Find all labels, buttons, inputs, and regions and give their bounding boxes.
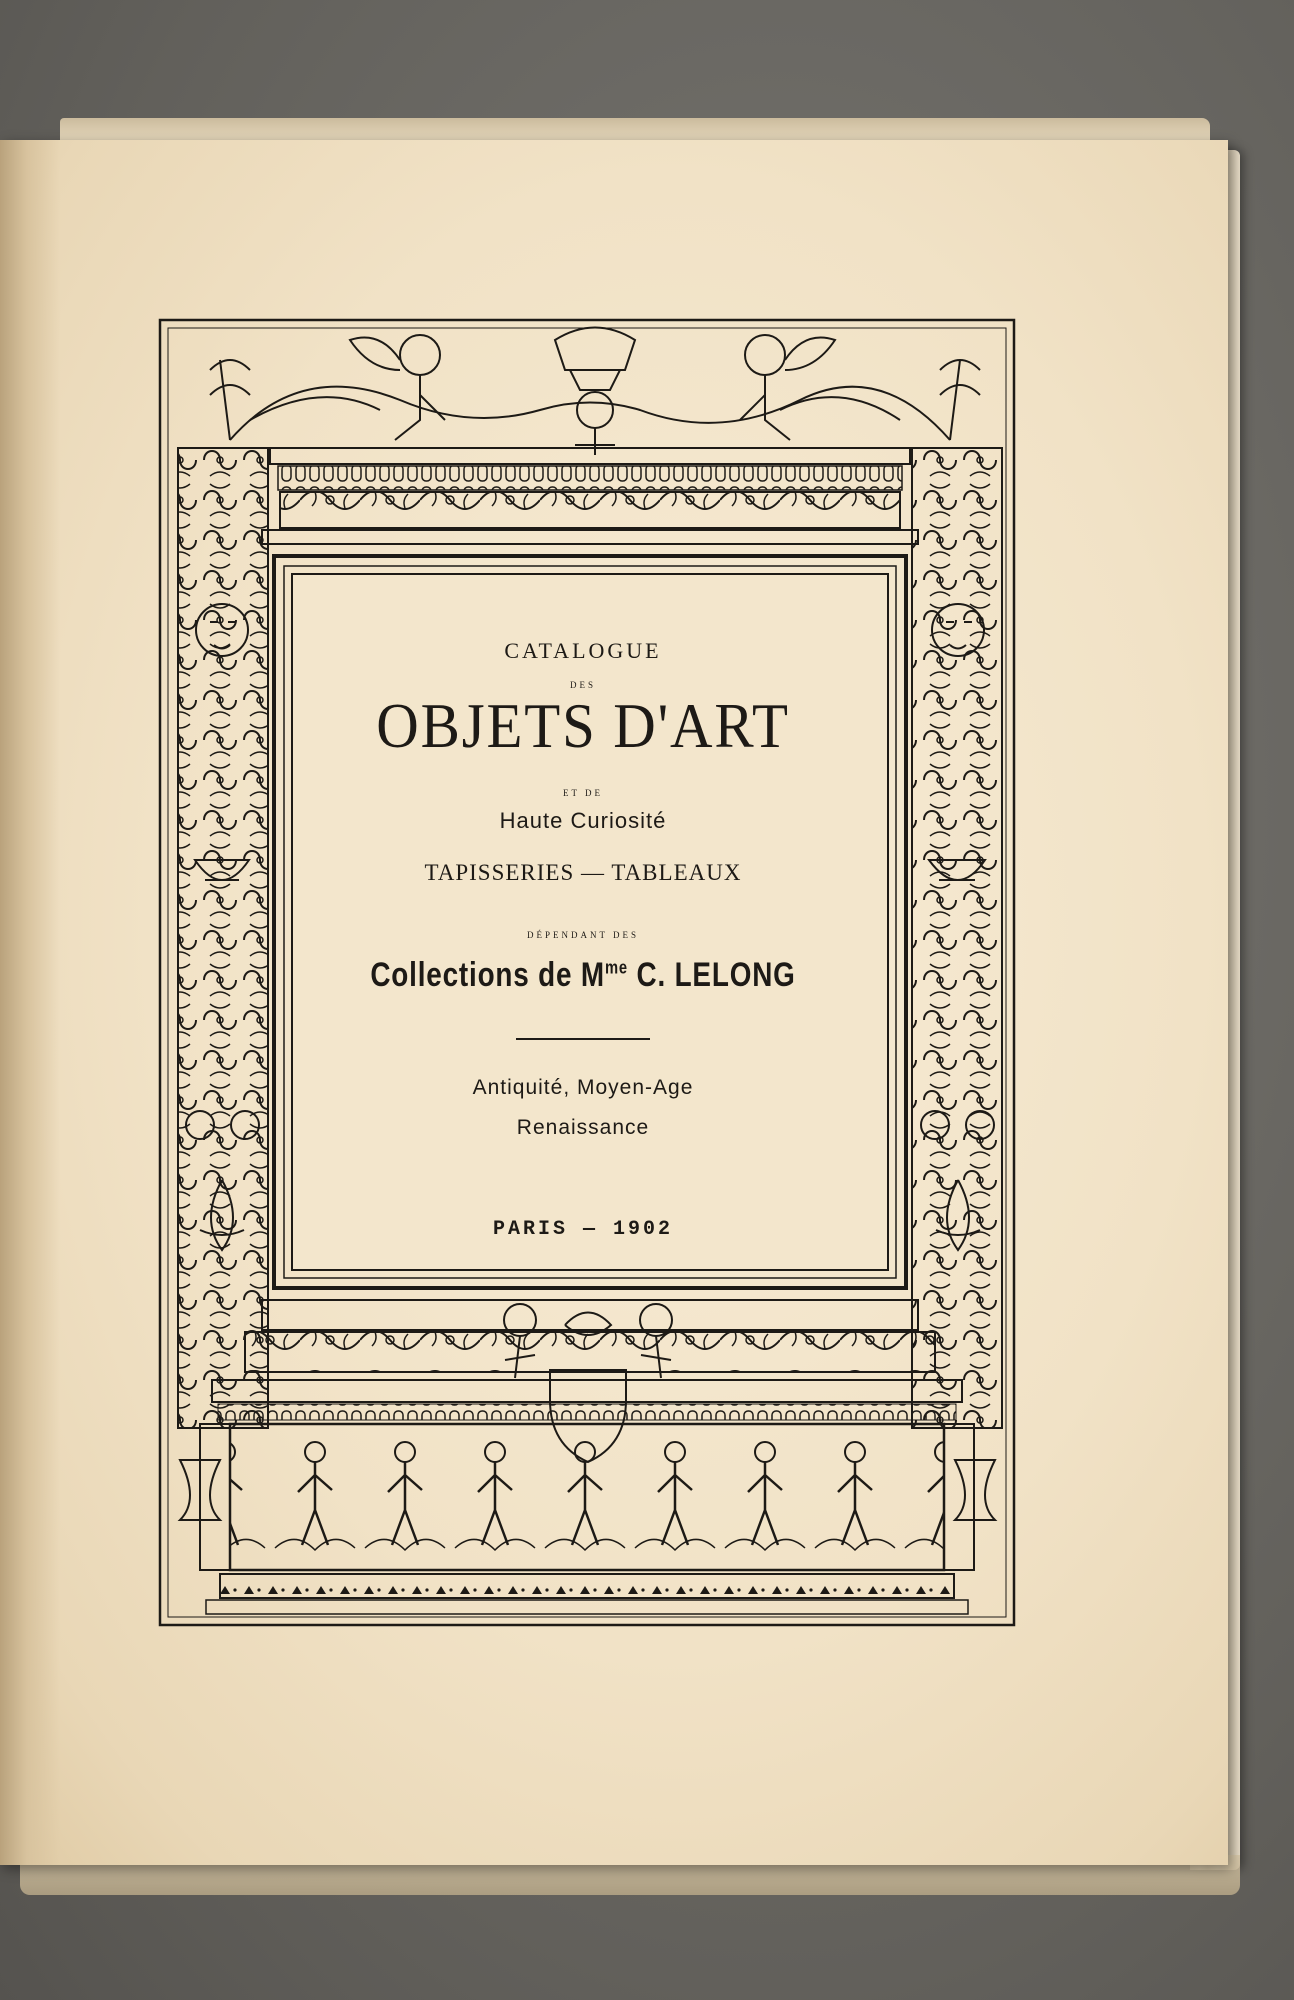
place-date: PARIS — 1902 xyxy=(492,1218,674,1241)
collections-superscript: me xyxy=(604,957,628,978)
des-label: DES xyxy=(569,680,596,690)
et-de-label: ET DE xyxy=(562,788,604,798)
dependant-des-label: DÉPENDANT DES xyxy=(526,930,640,940)
divider-rule xyxy=(516,1038,650,1040)
categories-line: TAPISSERIES — TABLEAUX xyxy=(424,860,742,885)
periods-line-2: Renaissance xyxy=(516,1116,650,1139)
main-title: OBJETS D'ART xyxy=(376,690,790,761)
top-crest xyxy=(210,328,980,456)
subtitle: Haute Curiosité xyxy=(499,808,667,833)
title-panel xyxy=(288,570,878,1270)
collections-name: C. LELONG xyxy=(627,956,796,994)
periods-line-1: Antiquité, Moyen-Age xyxy=(472,1076,694,1099)
collections-line xyxy=(341,956,825,995)
catalogue-heading: CATALOGUE xyxy=(504,638,662,663)
collections-prefix: Collections de M xyxy=(370,956,605,994)
